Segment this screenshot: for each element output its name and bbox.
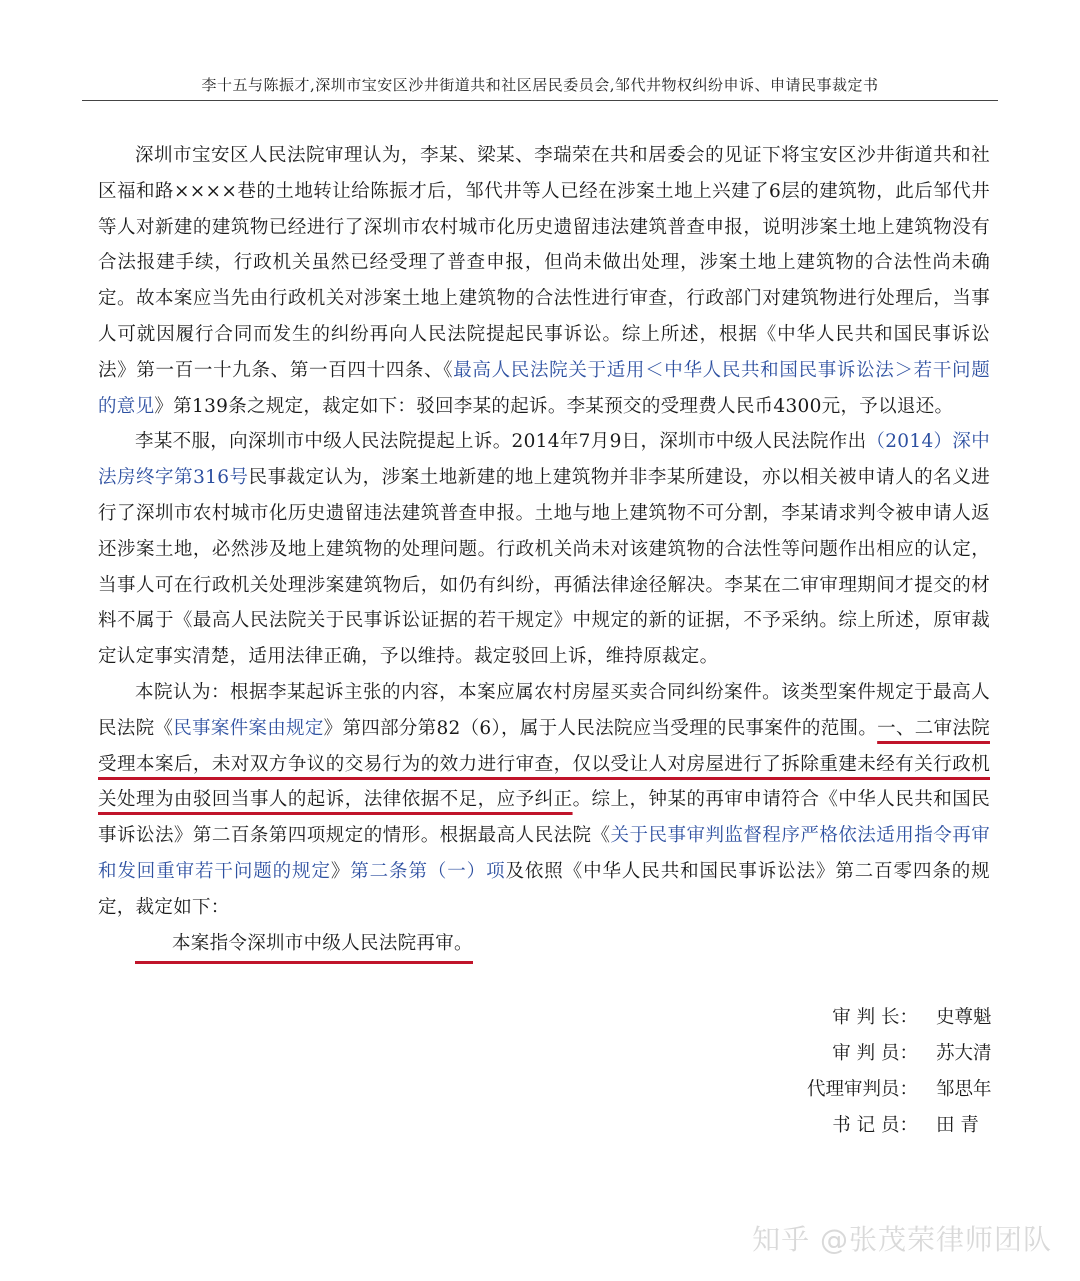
paragraph-text: 》第139条之规定，裁定如下：驳回李某的起诉。李某预交的受理费人民币4300元，予以退还。 [154, 395, 954, 417]
signature-row-clerk [798, 1108, 996, 1144]
paragraph-text: 李某不服，向深圳市中级人民法院提起上诉。2014年7月9日，深圳市中级人民法院作出 [135, 431, 867, 453]
paragraph-text: 》第四部分第82（6），属于人民法院应当受理的民事案件的范围。 [323, 717, 878, 739]
signature-name: 苏大清 [936, 1043, 992, 1064]
signature-name: 田 青 [936, 1115, 979, 1136]
signature-name: 邹思年 [936, 1079, 992, 1100]
paragraph-text: 》 [330, 860, 351, 882]
signature-name: 史尊魁 [936, 1007, 992, 1028]
highlighted-finding: 一、二审法院受理本案后，未对双方争议的交易行为的效力进行审查，仅以受让人对房屋进行了拆除重建未经有关行政机关处理为由驳回当事人的起诉，法律依据不足，应予纠正 [98, 717, 990, 811]
signature-row-acting-judge [798, 1072, 996, 1108]
signature-row-judge [798, 1036, 996, 1072]
document-header: 李十五与陈振才,深圳市宝安区沙井街道共和社区居民委员会,邹代井物权纠纷申诉、申请民事裁定书 [201, 76, 879, 94]
paragraph-court-opinion [98, 675, 990, 926]
signature-role: 审 判 长： [832, 1007, 918, 1028]
provision-link[interactable]: 关于民事审判监督程序严格依法适用指令再审和发回重审若干问题的规定 [98, 825, 990, 882]
paragraph-second-instance [98, 424, 990, 675]
header-divider [82, 100, 998, 101]
regulation-link[interactable]: 民事案件案由规定 [173, 717, 324, 739]
case-number-link[interactable]: （2014）深中法房终字第316号 [98, 431, 990, 489]
paragraph-first-instance [98, 138, 990, 424]
paragraph-text: 民事裁定认为，涉案土地新建的地上建筑物并非李某所建设，亦以相关被申请人的名义进行了深圳市农村城市化历史遗留违法建筑普查申报。土地与地上建筑物不可分割，李某请求判令被申请人返还涉案土地，必然涉及地上建筑物的处理问题。行政机关尚未对该建筑物的合法性等问题作出相应的认定，当事人可在行政机关处理涉案建筑物后，如仍有纠纷，再循法律途径解决。李某在二审审理期间才提交的材料不属于《最高人民法院关于民事诉讼证据的若干规定》中规定的新的证据，不予采纳。综上所述，原审裁定认定事实清楚，适用法律正确，予以维持。裁定驳回上诉，维持原裁定。 [98, 467, 991, 668]
paragraph-text: 。综上，钟某的再审申请符合《中华人民共和国民事诉讼法》第二百条第四项规定的情形。根据最高人民法院《 [98, 789, 990, 847]
signature-row-chief-judge [798, 1000, 996, 1036]
law-link[interactable]: 最高人民法院关于适用＜中华人民共和国民事诉讼法＞若干问题的意见 [98, 359, 991, 417]
paragraph-ruling [98, 926, 990, 964]
signature-block [798, 1000, 996, 1144]
paragraph-text: 及依照《中华人民共和国民事诉讼法》第二百零四条的规定，裁定如下： [98, 860, 990, 918]
signature-role: 书 记 员： [832, 1115, 918, 1136]
document-body [98, 138, 990, 964]
signature-role: 代理审判员： [806, 1079, 918, 1100]
signature-role: 审 判 员： [832, 1043, 918, 1064]
article-link[interactable]: 第二条第（一）项 [350, 860, 506, 882]
final-ruling: 本案指令深圳市中级人民法院再审。 [135, 929, 473, 964]
watermark: 知乎 @张茂荣律师团队 [752, 1223, 1052, 1256]
paragraph-text: 深圳市宝安区人民法院审理认为，李某、梁某、李瑞荣在共和居委会的见证下将宝安区沙井街道共和社区福和路××××巷的土地转让给陈振才后，邹代井等人已经在涉案土地上兴建了6层的建筑物，此后邹代井等人对新建的建筑物已经进行了深圳市农村城市化历史遗留违法建筑普查申报，说明涉案土地上建筑物没有合法报建手续，行政机关虽然已经受理了普查申报，但尚未做出处理，涉案土地上建筑物的合法性尚未确定。故本案应当先由行政机关对涉案土地上建筑物的合法性进行审查，行政部门对建筑物进行处理后，当事人可就因履行合同而发生的纠纷再向人民法院提起民事诉讼。综上所述，根据《中华人民共和国民事诉讼法》第一百一十九条、第一百四十四条、《 [98, 145, 990, 381]
paragraph-text: 本院认为：根据李某起诉主张的内容，本案应属农村房屋买卖合同纠纷案件。该类型案件规定于最高人民法院《 [98, 681, 990, 739]
